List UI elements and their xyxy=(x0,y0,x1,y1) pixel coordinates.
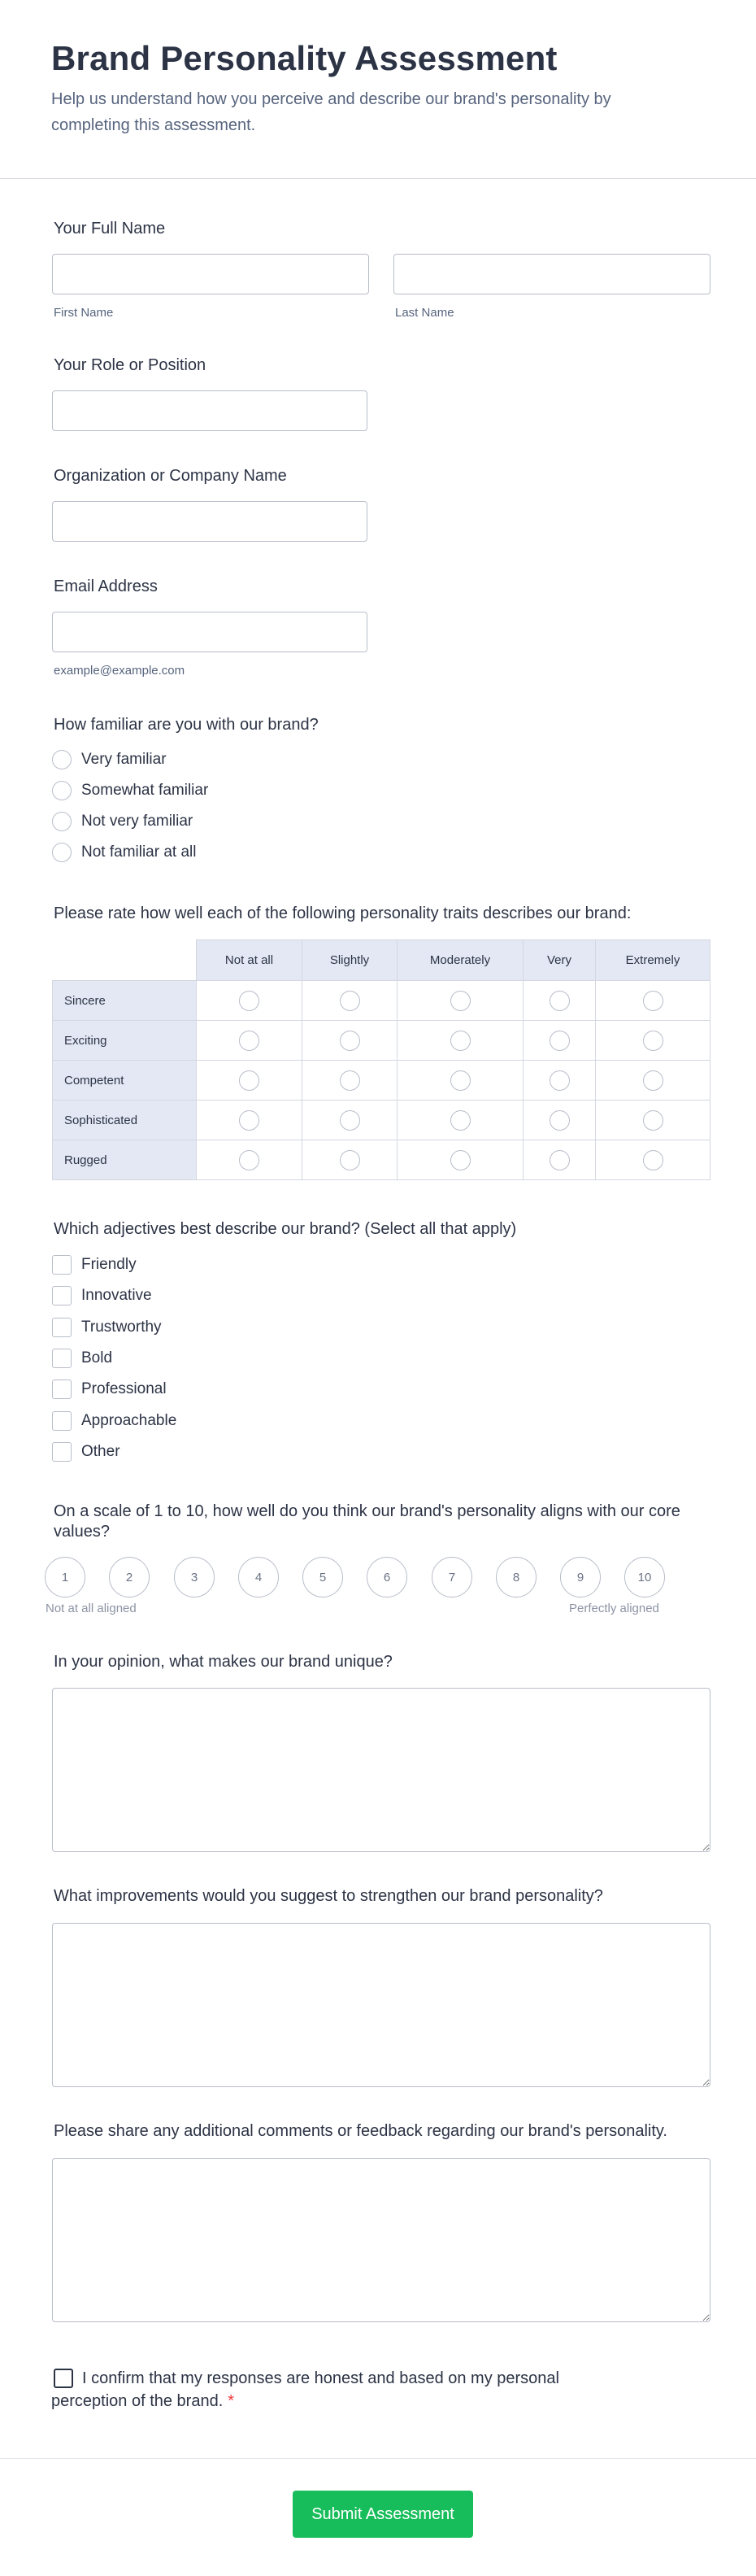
full-name-label: Your Full Name xyxy=(54,220,166,238)
matrix-radio[interactable] xyxy=(340,991,360,1011)
matrix-column-header: Moderately xyxy=(398,940,524,981)
matrix-column-header: Not at all xyxy=(197,940,302,981)
email-input[interactable] xyxy=(52,612,367,652)
last-name-sublabel: Last Name xyxy=(395,306,454,320)
matrix-column-header: Extremely xyxy=(596,940,710,981)
comments-textarea[interactable] xyxy=(52,2158,710,2322)
checkbox-icon[interactable] xyxy=(52,1318,72,1337)
matrix-radio[interactable] xyxy=(643,1110,663,1131)
traits-label: Please rate how well each of the following personality traits describes our brand: xyxy=(54,904,632,922)
matrix-radio[interactable] xyxy=(450,1150,471,1170)
form-header xyxy=(0,0,756,179)
familiarity-option[interactable]: Not very familiar xyxy=(52,811,193,832)
matrix-radio[interactable] xyxy=(643,991,663,1011)
checkbox-icon[interactable] xyxy=(52,1442,72,1462)
matrix-radio[interactable] xyxy=(450,1031,471,1051)
scale-option[interactable]: 4 xyxy=(238,1557,279,1597)
matrix-row-label: Exciting xyxy=(53,1021,197,1061)
matrix-radio[interactable] xyxy=(340,1150,360,1170)
matrix-column-header: Very xyxy=(524,940,596,981)
matrix-radio[interactable] xyxy=(550,1070,570,1091)
scale-option[interactable]: 6 xyxy=(367,1557,407,1597)
alignment-label: On a scale of 1 to 10, how well do you think our brand's personality aligns with our core values? xyxy=(54,1502,680,1541)
page-title: Brand Personality Assessment xyxy=(51,39,558,77)
matrix-radio[interactable] xyxy=(239,991,259,1011)
matrix-radio[interactable] xyxy=(239,1070,259,1091)
matrix-column-header: Slightly xyxy=(302,940,398,981)
confirm-checkbox[interactable] xyxy=(54,2369,73,2388)
confirm-statement: I confirm that my responses are honest and based on my personal perception of the brand. * xyxy=(51,2369,559,2410)
scale-option[interactable]: 8 xyxy=(496,1557,537,1597)
adjective-option[interactable]: Bold xyxy=(52,1348,112,1369)
adjective-option[interactable]: Other xyxy=(52,1441,120,1462)
matrix-radio[interactable] xyxy=(643,1031,663,1051)
matrix-radio[interactable] xyxy=(450,991,471,1011)
adjective-option[interactable]: Approachable xyxy=(52,1410,176,1432)
matrix-radio[interactable] xyxy=(239,1150,259,1170)
radio-icon[interactable] xyxy=(52,843,72,862)
unique-textarea[interactable] xyxy=(52,1688,710,1852)
comments-label: Please share any additional comments or feedback regarding our brand's personality. xyxy=(54,2122,667,2140)
adjectives-label: Which adjectives best describe our brand? (Select all that apply) xyxy=(54,1220,517,1238)
checkbox-icon[interactable] xyxy=(52,1380,72,1399)
adjective-option[interactable]: Professional xyxy=(52,1379,167,1400)
role-label: Your Role or Position xyxy=(54,356,206,374)
familiarity-option[interactable]: Not familiar at all xyxy=(52,842,197,863)
matrix-radio[interactable] xyxy=(450,1110,471,1131)
checkbox-icon[interactable] xyxy=(52,1411,72,1431)
matrix-radio[interactable] xyxy=(239,1031,259,1051)
scale-option[interactable]: 9 xyxy=(560,1557,601,1597)
matrix-radio[interactable] xyxy=(550,991,570,1011)
email-label: Email Address xyxy=(54,578,158,595)
matrix-radio[interactable] xyxy=(643,1150,663,1170)
radio-icon[interactable] xyxy=(52,781,72,800)
role-input[interactable] xyxy=(52,390,367,431)
adjective-option[interactable]: Trustworthy xyxy=(52,1317,162,1338)
matrix-row-label: Rugged xyxy=(53,1140,197,1180)
adjective-option[interactable]: Friendly xyxy=(52,1254,137,1275)
scale-max-caption: Perfectly aligned xyxy=(569,1602,659,1615)
familiarity-option[interactable]: Somewhat familiar xyxy=(52,780,208,801)
matrix-radio[interactable] xyxy=(550,1110,570,1131)
scale-option[interactable]: 1 xyxy=(45,1557,85,1597)
improvements-textarea[interactable] xyxy=(52,1923,710,2087)
organization-label: Organization or Company Name xyxy=(54,467,287,485)
matrix-radio[interactable] xyxy=(340,1031,360,1051)
radio-icon[interactable] xyxy=(52,812,72,831)
organization-input[interactable] xyxy=(52,501,367,542)
matrix-radio[interactable] xyxy=(550,1031,570,1051)
matrix-radio[interactable] xyxy=(450,1070,471,1091)
unique-label: In your opinion, what makes our brand unique? xyxy=(54,1653,393,1671)
matrix-radio[interactable] xyxy=(643,1070,663,1091)
email-sublabel: example@example.com xyxy=(54,664,185,678)
matrix-radio[interactable] xyxy=(550,1150,570,1170)
matrix-radio[interactable] xyxy=(340,1110,360,1131)
matrix-row-label: Sophisticated xyxy=(53,1101,197,1140)
familiarity-option[interactable]: Very familiar xyxy=(52,749,167,770)
checkbox-icon[interactable] xyxy=(52,1349,72,1368)
scale-option[interactable]: 10 xyxy=(624,1557,665,1597)
last-name-input[interactable] xyxy=(393,254,710,294)
matrix-radio[interactable] xyxy=(340,1070,360,1091)
radio-icon[interactable] xyxy=(52,750,72,769)
adjective-option[interactable]: Innovative xyxy=(52,1285,152,1306)
matrix-row-label: Competent xyxy=(53,1061,197,1101)
checkbox-icon[interactable] xyxy=(52,1255,72,1275)
familiarity-label: How familiar are you with our brand? xyxy=(54,716,319,734)
scale-option[interactable]: 5 xyxy=(302,1557,343,1597)
footer-divider xyxy=(0,2458,756,2459)
scale-option[interactable]: 3 xyxy=(174,1557,215,1597)
scale-option[interactable]: 7 xyxy=(432,1557,472,1597)
first-name-input[interactable] xyxy=(52,254,369,294)
traits-matrix xyxy=(52,939,710,1180)
checkbox-icon[interactable] xyxy=(52,1286,72,1305)
page-subtitle: Help us understand how you perceive and describe our brand's personality by completing this assessment. xyxy=(51,90,611,134)
improvements-label: What improvements would you suggest to strengthen our brand personality? xyxy=(54,1887,603,1905)
submit-button[interactable]: Submit Assessment xyxy=(293,2491,473,2538)
matrix-row-label: Sincere xyxy=(53,981,197,1021)
matrix-radio[interactable] xyxy=(239,1110,259,1131)
first-name-sublabel: First Name xyxy=(54,306,114,320)
scale-min-caption: Not at all aligned xyxy=(46,1602,137,1615)
required-mark: * xyxy=(228,2392,235,2410)
scale-option[interactable]: 2 xyxy=(109,1557,150,1597)
